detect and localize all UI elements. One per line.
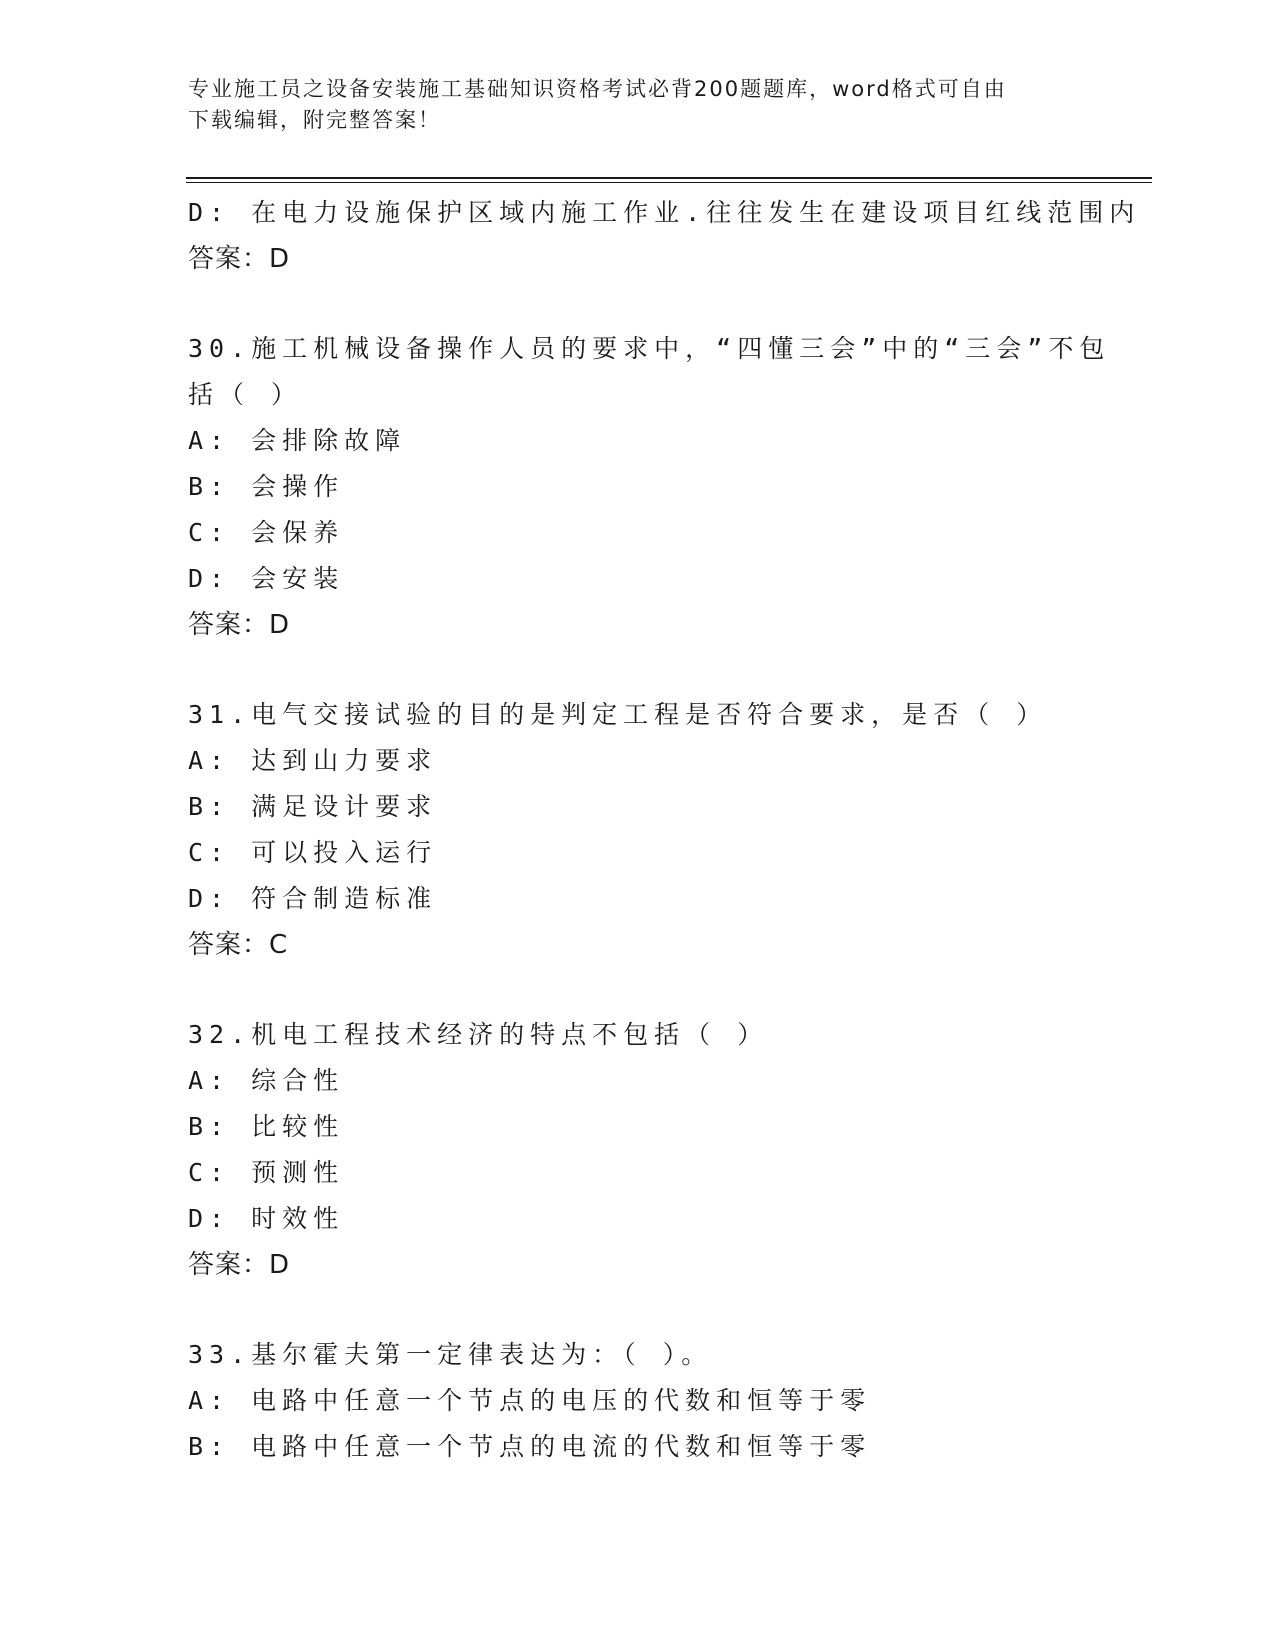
option-a: A: 综合性 (188, 1066, 345, 1095)
document-header (188, 74, 1068, 136)
option-b: B: 会操作 (188, 472, 345, 501)
option-c: C: 可以投入运行 (188, 838, 438, 867)
answer: 答案：D (188, 610, 291, 640)
answer: 答案：D (188, 1250, 291, 1280)
question-30 (188, 326, 1188, 648)
option-b: B: 满足设计要求 (188, 792, 438, 821)
option-d: D: 符合制造标准 (188, 884, 438, 913)
option-c: C: 会保养 (188, 518, 345, 547)
question-stem: 32.机电工程技术经济的特点不包括（ ） (188, 1020, 769, 1049)
carryover-answer: 答案：D (188, 244, 291, 274)
question-31 (188, 692, 1188, 968)
option-c: C: 预测性 (188, 1158, 345, 1187)
option-a: A: 电路中任意一个节点的电压的代数和恒等于零 (188, 1386, 872, 1415)
spacer (188, 968, 1188, 1012)
header-divider-thick (186, 177, 1152, 179)
option-b: B: 电路中任意一个节点的电流的代数和恒等于零 (188, 1432, 872, 1461)
question-33 (188, 1332, 1188, 1470)
question-stem-continued: 括（ ） (188, 380, 303, 409)
spacer (188, 648, 1188, 692)
spacer (188, 1288, 1188, 1332)
question-list (188, 190, 1188, 1470)
question-32 (188, 1012, 1188, 1288)
question-stem: 31.电气交接试验的目的是判定工程是否符合要求，是否（ ） (188, 700, 1048, 729)
option-d: D: 会安装 (188, 564, 345, 593)
header-line-2: 下载编辑，附完整答案！ (188, 108, 441, 132)
spacer (188, 282, 1188, 326)
option-b: B: 比较性 (188, 1112, 345, 1141)
answer: 答案：C (188, 930, 289, 960)
option-a: A: 会排除故障 (188, 426, 407, 455)
header-line-1: 专业施工员之设备安装施工基础知识资格考试必背200题题库，word格式可自由 (188, 77, 1007, 101)
header-divider-thin (186, 182, 1152, 183)
option-a: A: 达到山力要求 (188, 746, 438, 775)
question-stem: 33.基尔霍夫第一定律表达为：（ ）。 (188, 1340, 713, 1369)
option-d: D: 时效性 (188, 1204, 345, 1233)
carryover-option-d: D: 在电力设施保护区域内施工作业.往往发生在建设项目红线范围内 (188, 198, 1141, 227)
question-stem: 30.施工机械设备操作人员的要求中，“四懂三会”中的“三会”不包 (188, 334, 1111, 363)
